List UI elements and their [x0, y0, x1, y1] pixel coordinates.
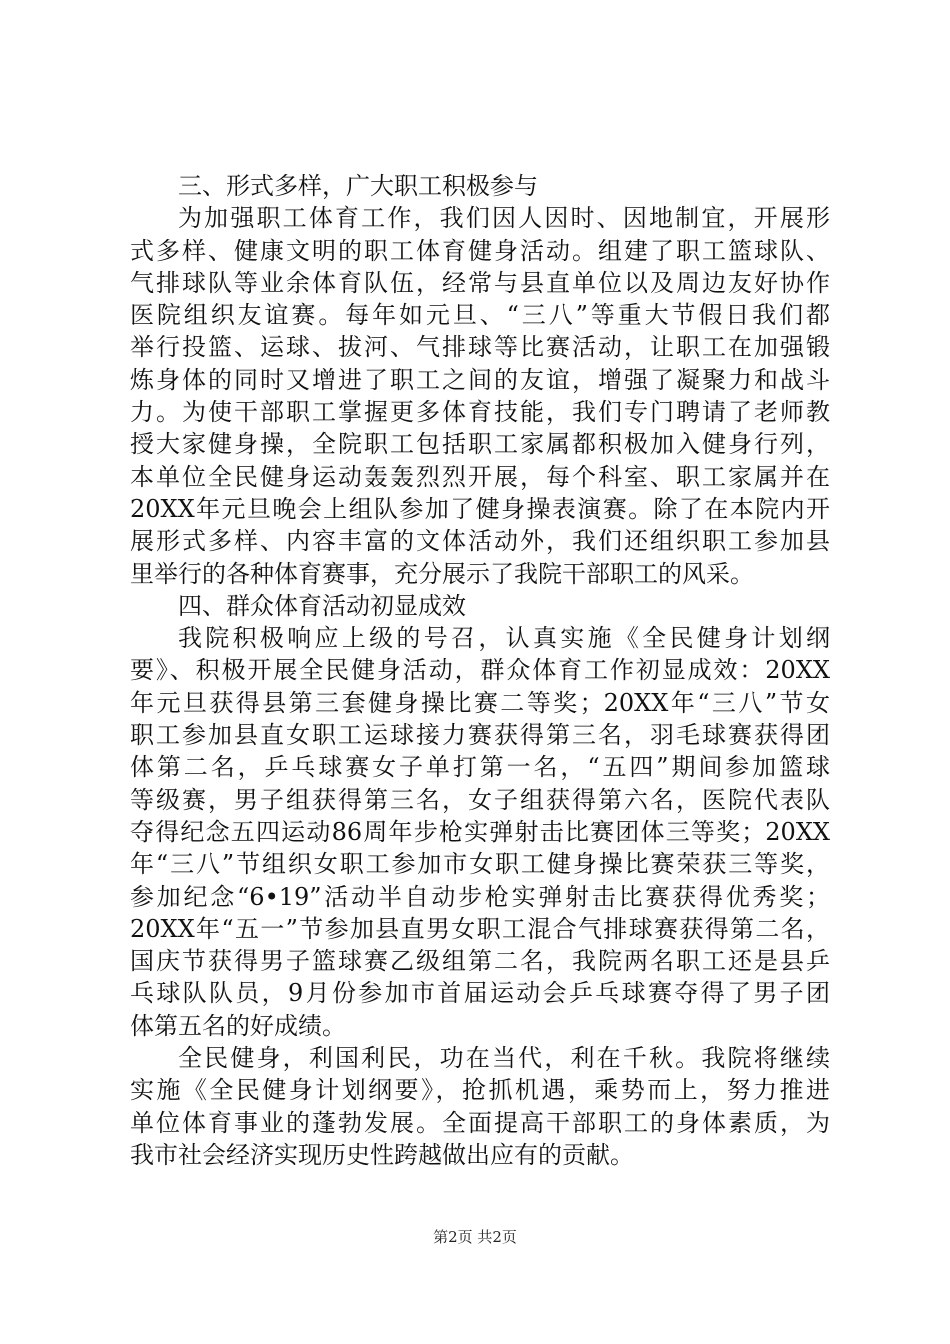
paragraph-line: 式多样、健康文明的职工体育健身活动。组建了职工篮球队、 — [130, 236, 830, 265]
paragraph-line: 职工参加县直女职工运球接力赛获得第三名，羽毛球赛获得团 — [130, 721, 830, 750]
paragraph-line: 20XX年“五一”节参加县直男女职工混合气排球赛获得第二名， — [130, 914, 830, 943]
paragraph-line: 展形式多样、内容丰富的文体活动外，我们还组织职工参加县 — [130, 527, 830, 556]
paragraph-line: 体第二名，乒乓球赛女子单打第一名，“五四”期间参加篮球 — [130, 753, 830, 782]
section-heading: 四、群众体育活动初显成效 — [178, 591, 466, 620]
paragraph-line: 医院组织友谊赛。每年如元旦、“三八”等重大节假日我们都 — [130, 301, 830, 330]
paragraph-line: 为加强职工体育工作，我们因人因时、因地制宜，开展形 — [178, 204, 830, 233]
paragraph-line: 等级赛，男子组获得第三名，女子组获得第六名，医院代表队 — [130, 785, 830, 814]
document-body — [130, 170, 830, 1171]
paragraph-line: 本单位全民健身运动轰轰烈烈开展，每个科室、职工家属并在 — [130, 462, 830, 491]
paragraph-line: 单位体育事业的蓬勃发展。全面提高干部职工的身体素质，为 — [130, 1108, 830, 1137]
paragraph-line: 实施《全民健身计划纲要》，抢抓机遇，乘势而上，努力推进 — [130, 1076, 830, 1105]
paragraph-line: 年“三八”节组织女职工参加市女职工健身操比赛荣获三等奖， — [130, 850, 830, 879]
paragraph-line: 20XX年元旦晚会上组队参加了健身操表演赛。除了在本院内开 — [130, 494, 830, 523]
paragraph-line: 要》、积极开展全民健身活动，群众体育工作初显成效：20XX — [130, 656, 830, 685]
paragraph-line: 全民健身，利国利民，功在当代，利在千秋。我院将继续 — [178, 1044, 830, 1073]
paragraph-line: 力。为使干部职工掌握更多体育技能，我们专门聘请了老师教 — [130, 398, 830, 427]
paragraph-line: 国庆节获得男子篮球赛乙级组第二名，我院两名职工还是县乒 — [130, 947, 830, 976]
paragraph-line: 里举行的各种体育赛事，充分展示了我院干部职工的风采。 — [130, 559, 754, 588]
paragraph-line: 年元旦获得县第三套健身操比赛二等奖；20XX年“三八”节女 — [130, 688, 830, 717]
paragraph-line: 气排球队等业余体育队伍，经常与县直单位以及周边友好协作 — [130, 268, 830, 297]
paragraph-line: 体第五名的好成绩。 — [130, 1011, 346, 1040]
paragraph-line: 乓球队队员，9月份参加市首届运动会乒乓球赛夺得了男子团 — [130, 979, 830, 1008]
paragraph-line: 我市社会经济实现历史性跨越做出应有的贡献。 — [130, 1140, 634, 1169]
page-number-footer: 第2页 共2页 — [433, 1228, 517, 1246]
paragraph-line: 参加纪念“6•19”活动半自动步枪实弹射击比赛获得优秀奖； — [130, 882, 830, 911]
paragraph-line: 夺得纪念五四运动86周年步枪实弹射击比赛团体三等奖；20XX — [130, 817, 830, 846]
paragraph-line: 炼身体的同时又增进了职工之间的友谊，增强了凝聚力和战斗 — [130, 365, 830, 394]
paragraph-line: 授大家健身操，全院职工包括职工家属都积极加入健身行列， — [130, 430, 830, 459]
paragraph-line: 举行投篮、运球、拔河、气排球等比赛活动，让职工在加强锻 — [130, 333, 830, 362]
paragraph-line: 我院积极响应上级的号召，认真实施《全民健身计划纲 — [178, 624, 830, 653]
section-heading: 三、形式多样，广大职工积极参与 — [178, 172, 538, 200]
